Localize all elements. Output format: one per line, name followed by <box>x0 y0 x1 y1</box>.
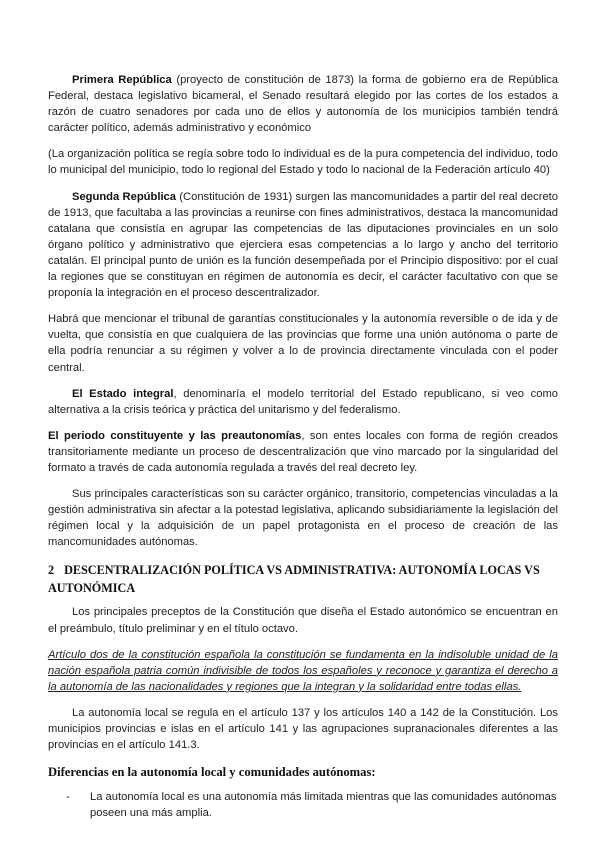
paragraph-segunda-republica <box>48 189 558 302</box>
term-periodo-constituyente: El periodo constituyente y las preautonomías <box>48 429 302 442</box>
subheading-diferencias: Diferencias en la autonomía local y comunidades autónomas: <box>48 765 376 780</box>
paragraph-estado-integral <box>48 386 558 418</box>
paragraph-primera-republica <box>48 72 558 136</box>
paragraph-autonomia-local: La autonomía local se regula en el artículo 137 y los artículos 140 a 142 de la Constitución. Los municipios provincias e islas en el artículo 141 y las agrupaciones supranacionales diferentes a las provincias en el artículo 141.3. <box>48 706 558 752</box>
paragraph-preceptos: Los principales preceptos de la Constitución que diseña el Estado autonómico se encuentran en el preámbulo, título preliminar y en el título octavo. <box>48 606 558 635</box>
section-heading <box>48 561 558 597</box>
paragraph-text: (Constitución de 1931) surgen las mancomunidades a partir del real decreto de 1913, que facultaba a las provincias a reunirse con fines administrativos, destaca la mancomunidad catalana que consistía en agrupar las competencias de las diputaciones provinciales en un solo órgano político y administrativo que ejerciera esas competencias a lo largo y ancho del territorio catalán. El principal punto de unión es la función desempeñada por el Principio dispositivo: por el cual la regiones que se constituyan en régimen de autonomía es decir, el carácter facultativo con que se proponía la integración en el proceso descentralizador. <box>48 190 558 300</box>
list-item-text: La autonomía local es una autonomía más limitada mientras que las comunidades autónomas poseen una más amplia. <box>90 791 557 820</box>
list-bullet: - <box>66 791 70 804</box>
term-estado-integral: El Estado integral <box>72 387 174 400</box>
quote-articulo-dos: Artículo dos de la constitución española la constitución se fundamenta en la indisoluble unidad de la nación española patria común indivisible de todos los españoles y reconoce y garantiza el derecho a la autonomía de las nacionalidades y regiones que la integran y la solidaridad entre todas ellas. <box>48 648 558 693</box>
section-title: DESCENTRALIZACIÓN POLÍTICA VS ADMINISTRATIVA: AUTONOMÍA LOCAS VS AUTONÓMICA <box>48 563 540 596</box>
section-number: 2 <box>48 563 55 578</box>
paragraph-text: , son entes locales con forma de región creados transitoriamente mediante un proceso de descentralización que vino marcado por la singularidad del formato a través de cada autonomía regulada a través del real decreto ley. <box>48 429 558 474</box>
list-item <box>48 789 558 821</box>
paragraph-text: (proyecto de constitución de 1873) la forma de gobierno era de República Federal, destaca legislativo bicameral, el Senado resultará elegido por las cortes de los estados a razón de cuatro senadores por cada uno de ellos y autonomía de los municipios también tendrá carácter político, además administrativo y económico <box>48 74 558 135</box>
document-page <box>48 72 558 821</box>
paragraph-caracteristicas: Sus principales características son su carácter orgánico, transitorio, competencias vinculadas a la gestión administrativa sin afectar a la potestad legislativa, aplicando subsidiariamente la legislación del régimen local y la adquisición de un papel protagonista en el proceso de creación de las mancomunidades autónomas. <box>48 488 558 549</box>
paragraph-periodo-constituyente <box>48 428 558 476</box>
term-primera-republica: Primera República <box>72 74 172 86</box>
paragraph-organizacion-politica: (La organización política se regía sobre todo lo individual es de la pura competencia del individuo, todo lo municipal del municipio, todo lo regional del Estado y todo lo nacional de la Federación artículo 40) <box>48 148 558 177</box>
term-segunda-republica: Segunda República <box>72 190 176 203</box>
paragraph-tribunal-garantias: Habrá que mencionar el tribunal de garantías constitucionales y la autonomía reversible o de ida y de vuelta, que consistía en que cualquiera de las provincias que forme una unión autónoma o parte de ella podría renunciar a su régimen y volver a lo de provincia directamente vinculada con el poder central. <box>48 313 558 374</box>
paragraph-text: , denominaría el modelo territorial del Estado republicano, si veo como alternativa a la crisis teórica y práctica del unitarismo y del federalismo. <box>48 387 558 416</box>
